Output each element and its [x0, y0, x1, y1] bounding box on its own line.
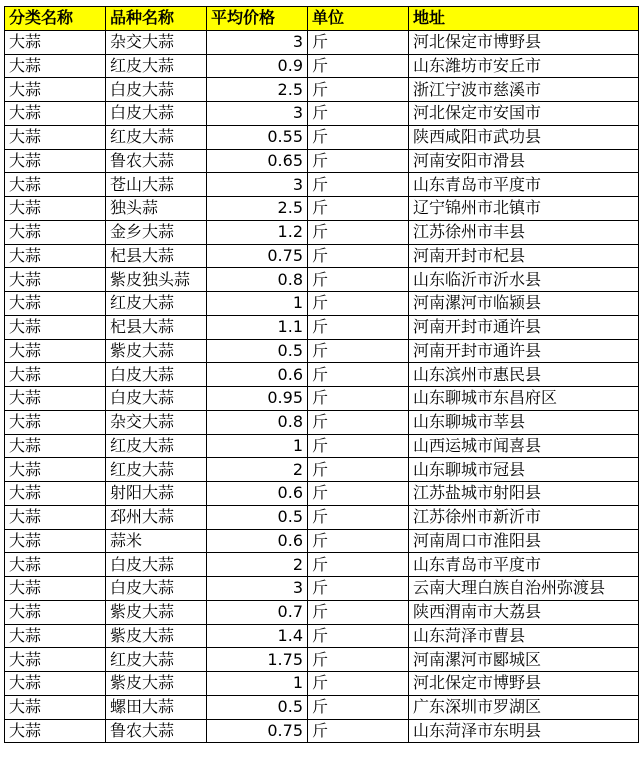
cell-unit[interactable]: 斤 [308, 125, 409, 149]
cell-category[interactable]: 大蒜 [5, 624, 106, 648]
cell-address[interactable]: 山东聊城市冠县 [409, 458, 639, 482]
table-row [5, 529, 639, 553]
table-row [5, 220, 639, 244]
table-row [5, 244, 639, 268]
cell-avg-price[interactable]: 0.5 [207, 505, 308, 529]
cell-variety[interactable]: 杂交大蒜 [106, 30, 207, 54]
cell-category[interactable]: 大蒜 [5, 695, 106, 719]
cell-variety[interactable]: 白皮大蒜 [106, 102, 207, 126]
cell-unit[interactable]: 斤 [308, 339, 409, 363]
cell-category[interactable]: 大蒜 [5, 672, 106, 696]
cell-address[interactable]: 陕西咸阳市武功县 [409, 125, 639, 149]
cell-unit[interactable]: 斤 [308, 577, 409, 601]
cell-unit[interactable]: 斤 [308, 529, 409, 553]
cell-category[interactable]: 大蒜 [5, 387, 106, 411]
cell-variety[interactable]: 紫皮大蒜 [106, 339, 207, 363]
cell-address[interactable]: 山东青岛市平度市 [409, 553, 639, 577]
cell-category[interactable]: 大蒜 [5, 339, 106, 363]
cell-variety[interactable]: 红皮大蒜 [106, 458, 207, 482]
cell-unit[interactable]: 斤 [308, 315, 409, 339]
cell-avg-price[interactable]: 1.1 [207, 315, 308, 339]
cell-address[interactable]: 江苏徐州市新沂市 [409, 505, 639, 529]
cell-unit[interactable]: 斤 [308, 672, 409, 696]
cell-category[interactable]: 大蒜 [5, 648, 106, 672]
cell-category[interactable]: 大蒜 [5, 719, 106, 743]
table-row [5, 54, 639, 78]
cell-address[interactable]: 山东菏泽市曹县 [409, 624, 639, 648]
price-table [4, 6, 639, 743]
cell-category[interactable]: 大蒜 [5, 553, 106, 577]
table-row [5, 695, 639, 719]
table-row [5, 30, 639, 54]
header-address[interactable]: 地址 [409, 7, 639, 31]
cell-address[interactable]: 辽宁锦州市北镇市 [409, 197, 639, 221]
table-row [5, 434, 639, 458]
cell-avg-price[interactable]: 0.95 [207, 387, 308, 411]
cell-category[interactable]: 大蒜 [5, 292, 106, 316]
cell-category[interactable]: 大蒜 [5, 505, 106, 529]
cell-variety[interactable]: 金乡大蒜 [106, 220, 207, 244]
cell-unit[interactable]: 斤 [308, 149, 409, 173]
cell-category[interactable]: 大蒜 [5, 173, 106, 197]
cell-avg-price[interactable]: 2.5 [207, 197, 308, 221]
cell-avg-price[interactable]: 0.75 [207, 719, 308, 743]
cell-address[interactable]: 山西运城市闻喜县 [409, 434, 639, 458]
table-row [5, 577, 639, 601]
cell-unit[interactable]: 斤 [308, 173, 409, 197]
cell-category[interactable]: 大蒜 [5, 410, 106, 434]
cell-unit[interactable]: 斤 [308, 78, 409, 102]
cell-variety[interactable]: 白皮大蒜 [106, 387, 207, 411]
cell-unit[interactable]: 斤 [308, 482, 409, 506]
cell-variety[interactable]: 鲁农大蒜 [106, 719, 207, 743]
cell-variety[interactable]: 白皮大蒜 [106, 78, 207, 102]
cell-variety[interactable]: 苍山大蒜 [106, 173, 207, 197]
table-row [5, 149, 639, 173]
cell-avg-price[interactable]: 0.6 [207, 482, 308, 506]
cell-category[interactable]: 大蒜 [5, 315, 106, 339]
cell-unit[interactable]: 斤 [308, 54, 409, 78]
cell-variety[interactable]: 红皮大蒜 [106, 434, 207, 458]
table-row [5, 553, 639, 577]
table-row [5, 125, 639, 149]
cell-avg-price[interactable]: 2.5 [207, 78, 308, 102]
cell-address[interactable]: 广东深圳市罗湖区 [409, 695, 639, 719]
cell-unit[interactable]: 斤 [308, 387, 409, 411]
cell-unit[interactable]: 斤 [308, 600, 409, 624]
cell-address[interactable]: 山东青岛市平度市 [409, 173, 639, 197]
cell-variety[interactable]: 紫皮大蒜 [106, 600, 207, 624]
table-row [5, 339, 639, 363]
cell-variety[interactable]: 白皮大蒜 [106, 577, 207, 601]
cell-unit[interactable]: 斤 [308, 458, 409, 482]
cell-avg-price[interactable]: 0.6 [207, 363, 308, 387]
cell-address[interactable]: 河北保定市安国市 [409, 102, 639, 126]
cell-address[interactable]: 山东临沂市沂水县 [409, 268, 639, 292]
table-row [5, 102, 639, 126]
cell-variety[interactable]: 杞县大蒜 [106, 244, 207, 268]
table-row [5, 410, 639, 434]
cell-variety[interactable]: 独头蒜 [106, 197, 207, 221]
cell-category[interactable]: 大蒜 [5, 30, 106, 54]
table-row [5, 482, 639, 506]
table-row [5, 292, 639, 316]
header-category[interactable]: 分类名称 [5, 7, 106, 31]
cell-avg-price[interactable]: 0.9 [207, 54, 308, 78]
cell-category[interactable]: 大蒜 [5, 220, 106, 244]
cell-avg-price[interactable]: 3 [207, 102, 308, 126]
cell-address[interactable]: 河南漯河市临颍县 [409, 292, 639, 316]
cell-category[interactable]: 大蒜 [5, 78, 106, 102]
cell-unit[interactable]: 斤 [308, 244, 409, 268]
cell-variety[interactable]: 红皮大蒜 [106, 54, 207, 78]
cell-avg-price[interactable]: 0.5 [207, 695, 308, 719]
cell-address[interactable]: 河南周口市淮阳县 [409, 529, 639, 553]
cell-address[interactable]: 河北保定市博野县 [409, 672, 639, 696]
cell-category[interactable]: 大蒜 [5, 458, 106, 482]
cell-unit[interactable]: 斤 [308, 624, 409, 648]
cell-category[interactable]: 大蒜 [5, 600, 106, 624]
cell-unit[interactable]: 斤 [308, 220, 409, 244]
cell-unit[interactable]: 斤 [308, 363, 409, 387]
cell-address[interactable]: 河南开封市通许县 [409, 315, 639, 339]
cell-category[interactable]: 大蒜 [5, 197, 106, 221]
cell-category[interactable]: 大蒜 [5, 244, 106, 268]
cell-avg-price[interactable]: 2 [207, 553, 308, 577]
cell-avg-price[interactable]: 0.6 [207, 529, 308, 553]
header-avg-price[interactable]: 平均价格 [207, 7, 308, 31]
cell-variety[interactable]: 蒜米 [106, 529, 207, 553]
cell-variety[interactable]: 射阳大蒜 [106, 482, 207, 506]
cell-address[interactable]: 山东滨州市惠民县 [409, 363, 639, 387]
cell-unit[interactable]: 斤 [308, 719, 409, 743]
cell-address[interactable]: 河南安阳市滑县 [409, 149, 639, 173]
cell-avg-price[interactable]: 3 [207, 173, 308, 197]
cell-variety[interactable]: 杂交大蒜 [106, 410, 207, 434]
cell-category[interactable]: 大蒜 [5, 577, 106, 601]
table-row [5, 719, 639, 743]
cell-avg-price[interactable]: 3 [207, 577, 308, 601]
cell-variety[interactable]: 紫皮大蒜 [106, 672, 207, 696]
header-row [5, 7, 639, 31]
cell-variety[interactable]: 鲁农大蒜 [106, 149, 207, 173]
cell-avg-price[interactable]: 1 [207, 434, 308, 458]
cell-address[interactable]: 河南漯河市郾城区 [409, 648, 639, 672]
cell-category[interactable]: 大蒜 [5, 268, 106, 292]
cell-category[interactable]: 大蒜 [5, 482, 106, 506]
cell-variety[interactable]: 紫皮独头蒜 [106, 268, 207, 292]
cell-variety[interactable]: 白皮大蒜 [106, 553, 207, 577]
cell-unit[interactable]: 斤 [308, 505, 409, 529]
table-row [5, 648, 639, 672]
header-variety[interactable]: 品种名称 [106, 7, 207, 31]
table-body [5, 30, 639, 743]
table-row [5, 600, 639, 624]
cell-address[interactable]: 浙江宁波市慈溪市 [409, 78, 639, 102]
cell-unit[interactable]: 斤 [308, 197, 409, 221]
cell-avg-price[interactable]: 0.8 [207, 268, 308, 292]
cell-address[interactable]: 江苏徐州市丰县 [409, 220, 639, 244]
table-row [5, 78, 639, 102]
table-row [5, 315, 639, 339]
cell-category[interactable]: 大蒜 [5, 434, 106, 458]
cell-category[interactable]: 大蒜 [5, 54, 106, 78]
cell-variety[interactable]: 紫皮大蒜 [106, 624, 207, 648]
cell-variety[interactable]: 杞县大蒜 [106, 315, 207, 339]
cell-avg-price[interactable]: 1.75 [207, 648, 308, 672]
cell-unit[interactable]: 斤 [308, 30, 409, 54]
table-row [5, 505, 639, 529]
cell-variety[interactable]: 邳州大蒜 [106, 505, 207, 529]
cell-unit[interactable]: 斤 [308, 410, 409, 434]
cell-avg-price[interactable]: 1 [207, 672, 308, 696]
cell-unit[interactable]: 斤 [308, 434, 409, 458]
cell-unit[interactable]: 斤 [308, 648, 409, 672]
table-row [5, 458, 639, 482]
cell-variety[interactable]: 螺田大蒜 [106, 695, 207, 719]
cell-variety[interactable]: 红皮大蒜 [106, 125, 207, 149]
cell-address[interactable]: 山东聊城市东昌府区 [409, 387, 639, 411]
cell-avg-price[interactable]: 1.2 [207, 220, 308, 244]
cell-address[interactable]: 云南大理白族自治州弥渡县 [409, 577, 639, 601]
cell-category[interactable]: 大蒜 [5, 529, 106, 553]
cell-avg-price[interactable]: 1.4 [207, 624, 308, 648]
table-row [5, 173, 639, 197]
cell-unit[interactable]: 斤 [308, 292, 409, 316]
cell-variety[interactable]: 白皮大蒜 [106, 363, 207, 387]
cell-address[interactable]: 山东潍坊市安丘市 [409, 54, 639, 78]
cell-category[interactable]: 大蒜 [5, 363, 106, 387]
cell-unit[interactable]: 斤 [308, 553, 409, 577]
cell-address[interactable]: 河南开封市杞县 [409, 244, 639, 268]
cell-unit[interactable]: 斤 [308, 695, 409, 719]
table-row [5, 197, 639, 221]
table-row [5, 672, 639, 696]
table-row [5, 387, 639, 411]
cell-avg-price[interactable]: 2 [207, 458, 308, 482]
cell-address[interactable]: 山东聊城市莘县 [409, 410, 639, 434]
cell-avg-price[interactable]: 0.5 [207, 339, 308, 363]
cell-category[interactable]: 大蒜 [5, 125, 106, 149]
cell-address[interactable]: 河北保定市博野县 [409, 30, 639, 54]
cell-address[interactable]: 江苏盐城市射阳县 [409, 482, 639, 506]
cell-avg-price[interactable]: 0.65 [207, 149, 308, 173]
table-row [5, 268, 639, 292]
cell-unit[interactable]: 斤 [308, 102, 409, 126]
table-row [5, 363, 639, 387]
cell-avg-price[interactable]: 3 [207, 30, 308, 54]
cell-category[interactable]: 大蒜 [5, 149, 106, 173]
cell-avg-price[interactable]: 0.75 [207, 244, 308, 268]
cell-variety[interactable]: 红皮大蒜 [106, 648, 207, 672]
cell-category[interactable]: 大蒜 [5, 102, 106, 126]
cell-address[interactable]: 山东菏泽市东明县 [409, 719, 639, 743]
cell-avg-price[interactable]: 0.7 [207, 600, 308, 624]
header-unit[interactable]: 单位 [308, 7, 409, 31]
table-row [5, 624, 639, 648]
cell-unit[interactable]: 斤 [308, 268, 409, 292]
cell-avg-price[interactable]: 0.8 [207, 410, 308, 434]
cell-variety[interactable]: 红皮大蒜 [106, 292, 207, 316]
cell-avg-price[interactable]: 1 [207, 292, 308, 316]
cell-avg-price[interactable]: 0.55 [207, 125, 308, 149]
cell-address[interactable]: 河南开封市通许县 [409, 339, 639, 363]
cell-address[interactable]: 陕西渭南市大荔县 [409, 600, 639, 624]
